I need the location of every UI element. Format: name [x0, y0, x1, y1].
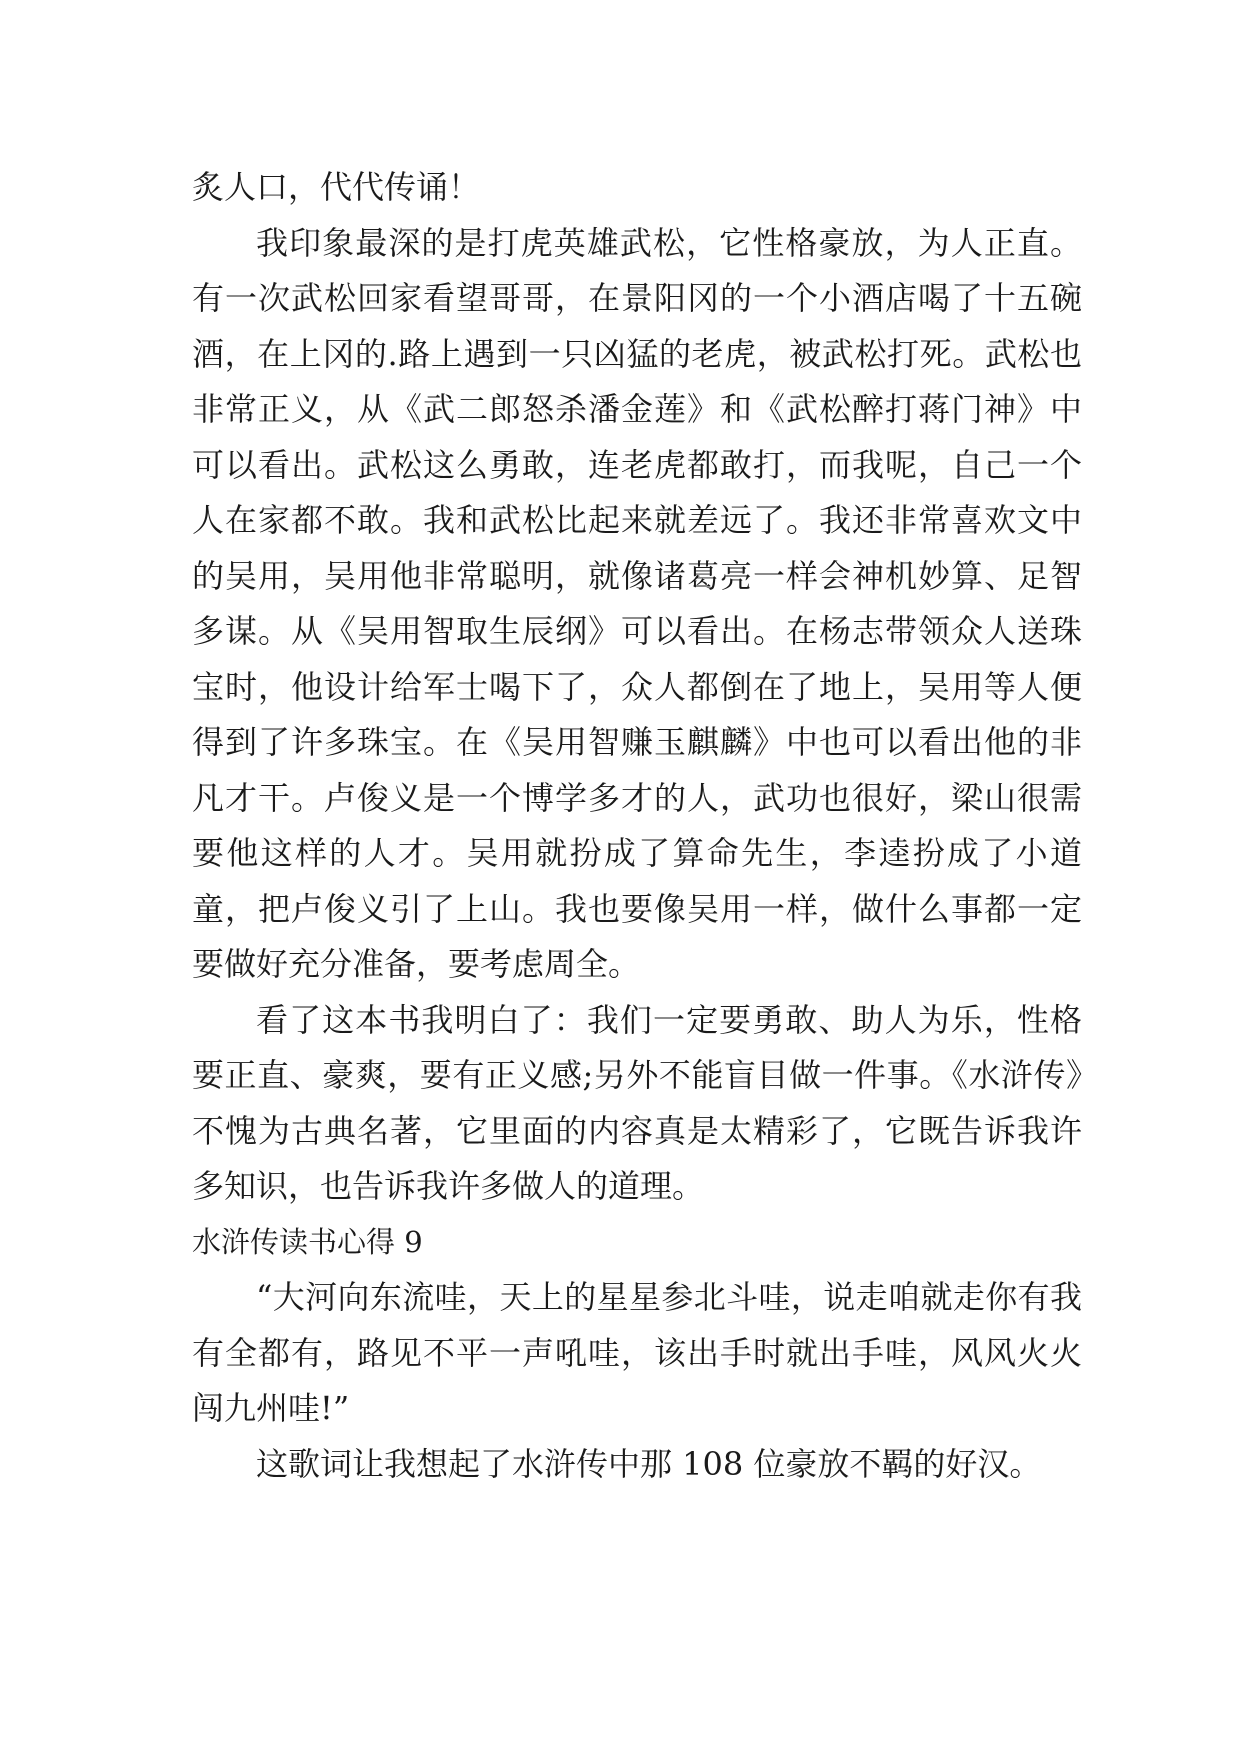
- section-heading: 水浒传读书心得 9: [192, 1224, 423, 1259]
- paragraph-lyrics-reflection: 这歌词让我想起了水浒传中那 108 位豪放不羁的好汉。: [256, 1444, 1042, 1483]
- paragraph-wusong-wuyong: 我印象最深的是打虎英雄武松，它性格豪放，为人正直。有一次武松回家看望哥哥，在景阳冈的一个小酒店喝了十五碗酒，在上冈的.路上遇到一只凶猛的老虎，被武松打死。武松也非常正义，从《武二郎怒杀潘金莲》和《武松醉打蒋门神》中可以看出。武松这么勇敢，连老虎都敢打，而我呢，自己一个人在家都不敢。我和武松比起来就差远了。我还非常喜欢文中的吴用，吴用他非常聪明，就像诸葛亮一样会神机妙算、足智多谋。从《吴用智取生辰纲》可以看出。在杨志带领众人送珠宝时，他设计给军士喝下了，众人都倒在了地上，吴用等人便得到了许多珠宝。在《吴用智赚玉麒麟》中也可以看出他的非凡才干。卢俊义是一个博学多才的人，武功也很好，梁山很需要他这样的人才。吴用就扮成了算命先生，李逵扮成了小道童，把卢俊义引了上山。我也要像吴用一样，做什么事都一定要做好充分准备，要考虑周全。: [192, 223, 1082, 983]
- paragraph-continuation: 炙人口，代代传诵！: [192, 168, 481, 206]
- paragraph-conclusion: 看了这本书我明白了：我们一定要勇敢、助人为乐，性格要正直、豪爽，要有正义感;另外不能盲目做一件事。《水浒传》不愧为古典名著，它里面的内容真是太精彩了，它既告诉我许多知识，也告诉我许多做人的道理。: [192, 1000, 1082, 1205]
- document-body: [192, 160, 1082, 1492]
- paragraph-song-lyrics: “大河向东流哇，天上的星星参北斗哇，说走咱就走你有我有全都有，路见不平一声吼哇，该出手时就出手哇，风风火火闯九州哇!”: [192, 1278, 1082, 1427]
